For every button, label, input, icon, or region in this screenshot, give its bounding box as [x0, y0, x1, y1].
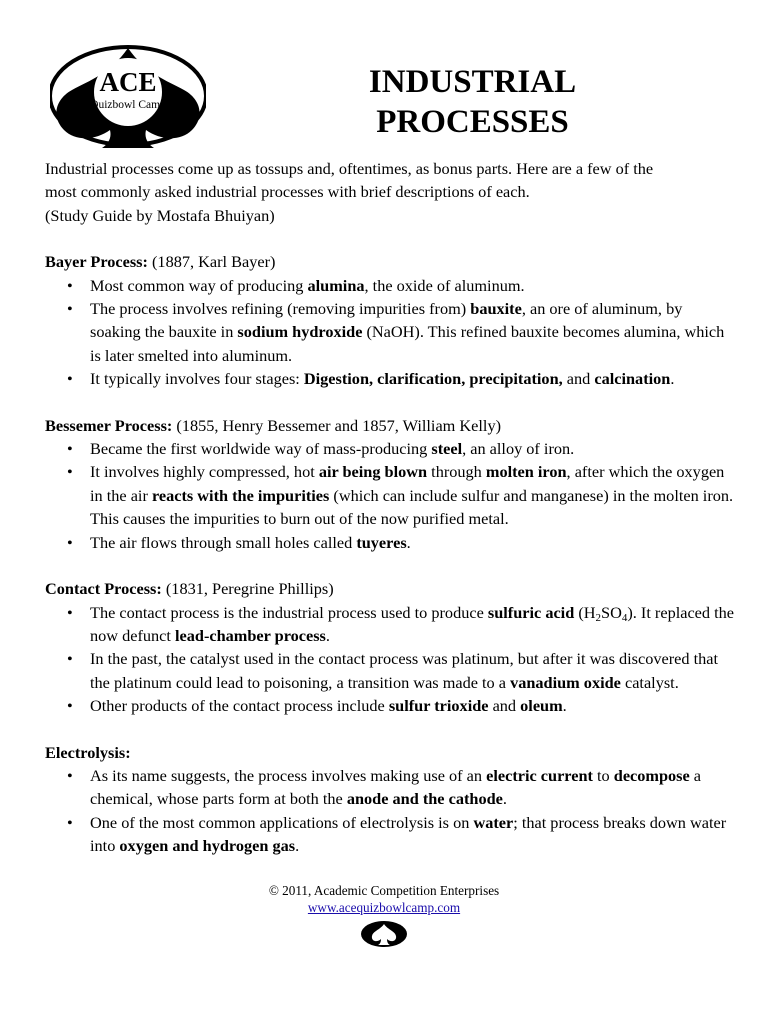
section-heading — [45, 414, 735, 437]
bullet-item — [90, 764, 735, 811]
text-run: ). It replaced the now defunct — [90, 602, 735, 645]
section-title: Bayer Process: — [45, 252, 148, 272]
text-run: SO — [601, 602, 622, 622]
text-run: Most common way of producing — [90, 275, 308, 295]
section-title: Contact Process: — [45, 579, 162, 599]
process-section — [45, 741, 735, 858]
text-run: ; that process breaks down water into — [90, 812, 727, 856]
bold-term: tuyeres — [356, 532, 407, 552]
text-run: and — [488, 696, 521, 716]
bullet-item — [90, 811, 735, 858]
text-run: The process involves refining (removing impurities from) — [90, 299, 471, 319]
text-run: It typically involves four stages: — [90, 369, 304, 389]
section-detail: (1887, Karl Bayer) — [147, 252, 276, 272]
bullet-item — [90, 531, 735, 554]
text-run: In the past, the catalyst used in the contact process was platinum, but after it was discovered that the platinum could lead to poisoning, a transition was made to a — [90, 649, 718, 692]
bold-term: lead-chamber process — [175, 625, 326, 645]
text-run: (H — [574, 602, 596, 622]
page-footer — [0, 882, 768, 916]
bold-term: sodium hydroxide — [237, 322, 363, 342]
section-heading — [45, 250, 735, 273]
bullet-item — [90, 694, 735, 717]
section-heading — [45, 577, 735, 600]
text-run: As its name suggests, the process involves making use of an — [90, 765, 487, 785]
text-run: . — [502, 789, 507, 809]
section-detail: (1831, Peregrine Phillips) — [161, 579, 334, 599]
process-section — [45, 250, 735, 390]
bullet-item — [90, 437, 735, 460]
logo-subtitle: Quizbowl Camp — [90, 99, 166, 111]
bold-term: reacts with the impurities — [151, 485, 330, 505]
text-run: . — [295, 836, 300, 856]
text-run: It involves highly compressed, hot — [90, 462, 319, 482]
text-run: and — [562, 369, 595, 389]
text-run: . — [325, 625, 330, 645]
text-run: . — [406, 532, 411, 552]
bold-term: air being blown — [318, 462, 428, 482]
bullet-item — [90, 297, 735, 367]
text-run: , the oxide of aluminum. — [364, 275, 525, 295]
text-run: catalyst. — [620, 672, 679, 692]
footer-spade-icon — [360, 920, 408, 948]
section-heading — [45, 741, 735, 764]
bold-term: calcination — [594, 369, 671, 389]
text-run: a chemical, whose parts form at both the — [90, 765, 702, 809]
bold-term: bauxite — [470, 299, 522, 319]
text-run: The air flows through small holes called — [90, 532, 357, 552]
text-run: One of the most common applications of electrolysis is on — [90, 812, 474, 832]
section-title: Bessemer Process: — [45, 415, 173, 435]
subscript-text: 2 — [595, 611, 602, 624]
bullet-item — [90, 367, 735, 390]
intro-line: most commonly asked industrial processes with brief descriptions of each. — [45, 182, 530, 202]
section-title: Electrolysis: — [45, 742, 131, 762]
title-line-1: INDUSTRIAL — [368, 64, 577, 100]
bold-term: vanadium oxide — [510, 672, 621, 692]
bold-term: electric current — [486, 765, 593, 785]
text-run: Became the first worldwide way of mass-producing — [90, 439, 432, 459]
title-line-2: PROCESSES — [376, 104, 569, 140]
process-section — [45, 577, 735, 717]
intro-credit: (Study Guide by Mostafa Bhuiyan) — [45, 205, 275, 225]
process-section — [45, 414, 735, 554]
website-link[interactable]: www.acequizbowlcamp.com — [307, 900, 461, 915]
bold-term: alumina — [307, 275, 365, 295]
ace-quizbowl-camp-logo — [50, 44, 206, 150]
bold-term: molten iron — [485, 462, 567, 482]
bullet-item — [90, 647, 735, 694]
text-run: (NaOH). This refined bauxite becomes alumina, which is later smelted into aluminum. — [90, 322, 725, 365]
bold-term: anode and the cathode — [346, 789, 503, 809]
text-run: . — [670, 369, 675, 389]
text-run: Other products of the contact process include — [90, 696, 389, 716]
bold-term: Digestion, clarification, precipitation, — [303, 369, 563, 389]
logo-name: ACE — [99, 67, 157, 97]
page-title — [300, 62, 645, 142]
process-sections — [45, 250, 735, 857]
bold-term: oxygen and hydrogen gas — [119, 836, 296, 856]
text-run: . — [562, 696, 567, 716]
bold-term: sulfur trioxide — [388, 696, 489, 716]
bullet-item — [90, 274, 735, 297]
intro-line: Industrial processes come up as tossups and, oftentimes, as bonus parts. Here are a few of the — [45, 159, 654, 178]
bullet-list — [45, 601, 735, 718]
text-run: , an ore of aluminum, by soaking the bauxite in — [90, 299, 683, 342]
bullet-item — [90, 601, 735, 648]
bullet-list — [45, 437, 735, 554]
intro-paragraph — [45, 157, 735, 227]
subscript-text: 4 — [621, 611, 628, 624]
copyright-text: © 2011, Academic Competition Enterprises — [268, 883, 500, 898]
bold-term: water — [473, 812, 514, 832]
bold-term: decompose — [613, 765, 690, 785]
bullet-item — [90, 460, 735, 530]
text-run: The contact process is the industrial process used to produce — [90, 602, 488, 622]
bold-term: sulfuric acid — [487, 602, 575, 622]
section-detail: (1855, Henry Bessemer and 1857, William Kelly) — [172, 415, 502, 435]
bullet-list — [45, 274, 735, 391]
document-body — [45, 157, 735, 858]
bold-term: steel — [431, 439, 463, 459]
text-run: (which can include sulfur and manganese) in the molten iron. This causes the impurities to burn out of the now purified metal. — [90, 485, 734, 529]
text-run: , an alloy of iron. — [462, 439, 575, 459]
text-run: through — [427, 462, 486, 482]
text-run: , after which the oxygen in the air — [90, 462, 725, 505]
text-run: to — [592, 765, 614, 785]
bullet-list — [45, 764, 735, 858]
bold-term: oleum — [520, 696, 563, 716]
